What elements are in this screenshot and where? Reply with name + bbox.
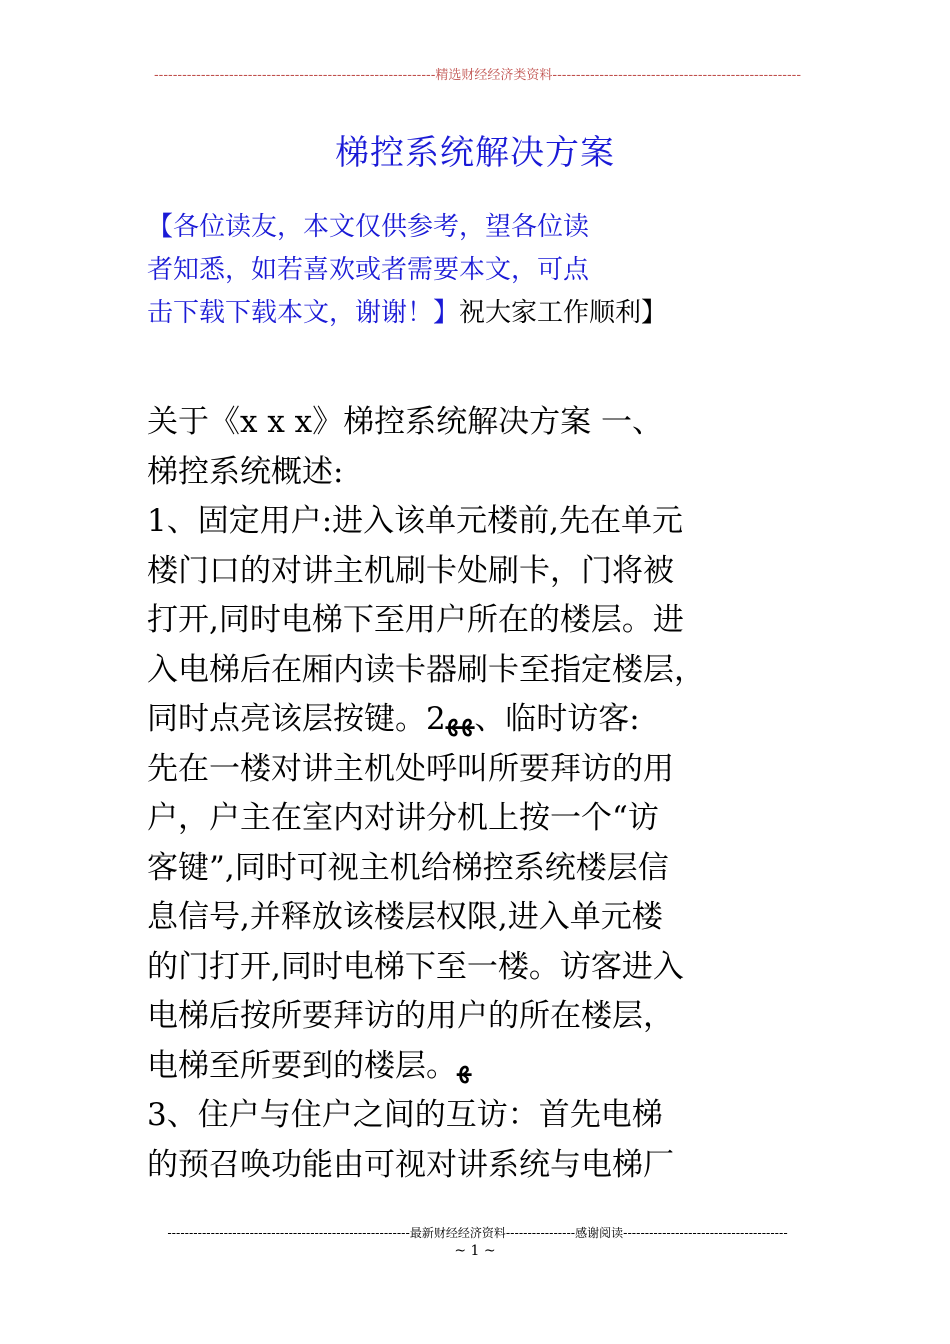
body-line: 客键”,同时可视主机给梯控系统楼层信 (147, 849, 669, 886)
footer-dashes-mid: ---------------- (505, 1226, 576, 1240)
body-line: 楼门口的对讲主机刷卡处刷卡，门将被 (147, 552, 674, 589)
footer-dashes-right: -------------------------------------- (623, 1226, 788, 1240)
header-label: 精选财经经济类资料 (435, 68, 553, 83)
header-dashes-left: ------------------------------------------------------------ (153, 68, 436, 83)
body-line: 电梯后按所要拜访的用户的所在楼层， (147, 998, 674, 1034)
body-line: 户，户主在室内对讲分机上按一个“访 (147, 800, 659, 836)
body-line: 梯控系统概述: (147, 453, 344, 490)
notice-line-1: 【各位读友，本文仅供参考，望各位读 (147, 212, 590, 242)
body-line: 打开,同时电梯下至用户所在的楼层。进 (147, 602, 684, 638)
body-line: 电梯至所要到的楼层。ﻬ (147, 1047, 472, 1084)
body-line: 3、住户与住户之间的互访：首先电梯 (147, 1097, 663, 1133)
body-text (147, 398, 827, 1190)
footer-rule (145, 1224, 810, 1241)
notice-download-text: 击下载下载本文，谢谢！】 (147, 298, 460, 328)
body-line: 息信号,并释放该楼层权限,进入单元楼 (147, 899, 663, 935)
header-dashes-right: ----------------------------------------------------- (552, 68, 802, 83)
body-line: 的预召唤功能由可视对讲系统与电梯厂 (147, 1146, 674, 1183)
footer-label-2: 感谢阅读 (575, 1226, 624, 1240)
notice-wish-text: 祝大家工作顺利】 (459, 298, 668, 328)
body-line: 关于《x x x》梯控系统解决方案 ﻿﻿一、 (147, 404, 664, 440)
notice-block (147, 206, 787, 335)
body-line: 入电梯后在厢内读卡器刷卡至指定楼层， (147, 651, 705, 688)
page-number: ~ 1 ~ (454, 1243, 496, 1259)
document-title: 梯控系统解决方案 (335, 133, 615, 173)
footer-label-1: 最新财经经济资料 (409, 1226, 506, 1240)
notice-line-3 (147, 292, 787, 335)
body-line: 同时点亮该层按键。2ﻬﻬ、临时访客: (147, 701, 640, 737)
notice-line-2: 者知悉，如若喜欢或者需要本文，可点 (147, 255, 590, 285)
body-line: 的门打开,同时电梯下至一楼。访客进入 (147, 948, 684, 985)
header-rule (145, 64, 810, 83)
footer-dashes-left: -------------------------------------------------------- (167, 1226, 410, 1240)
body-line: 先在一楼对讲主机处呼叫所要拜访的用 (147, 750, 674, 787)
body-line: 1、固定用户:进入该单元楼前,先在单元 (147, 503, 684, 539)
